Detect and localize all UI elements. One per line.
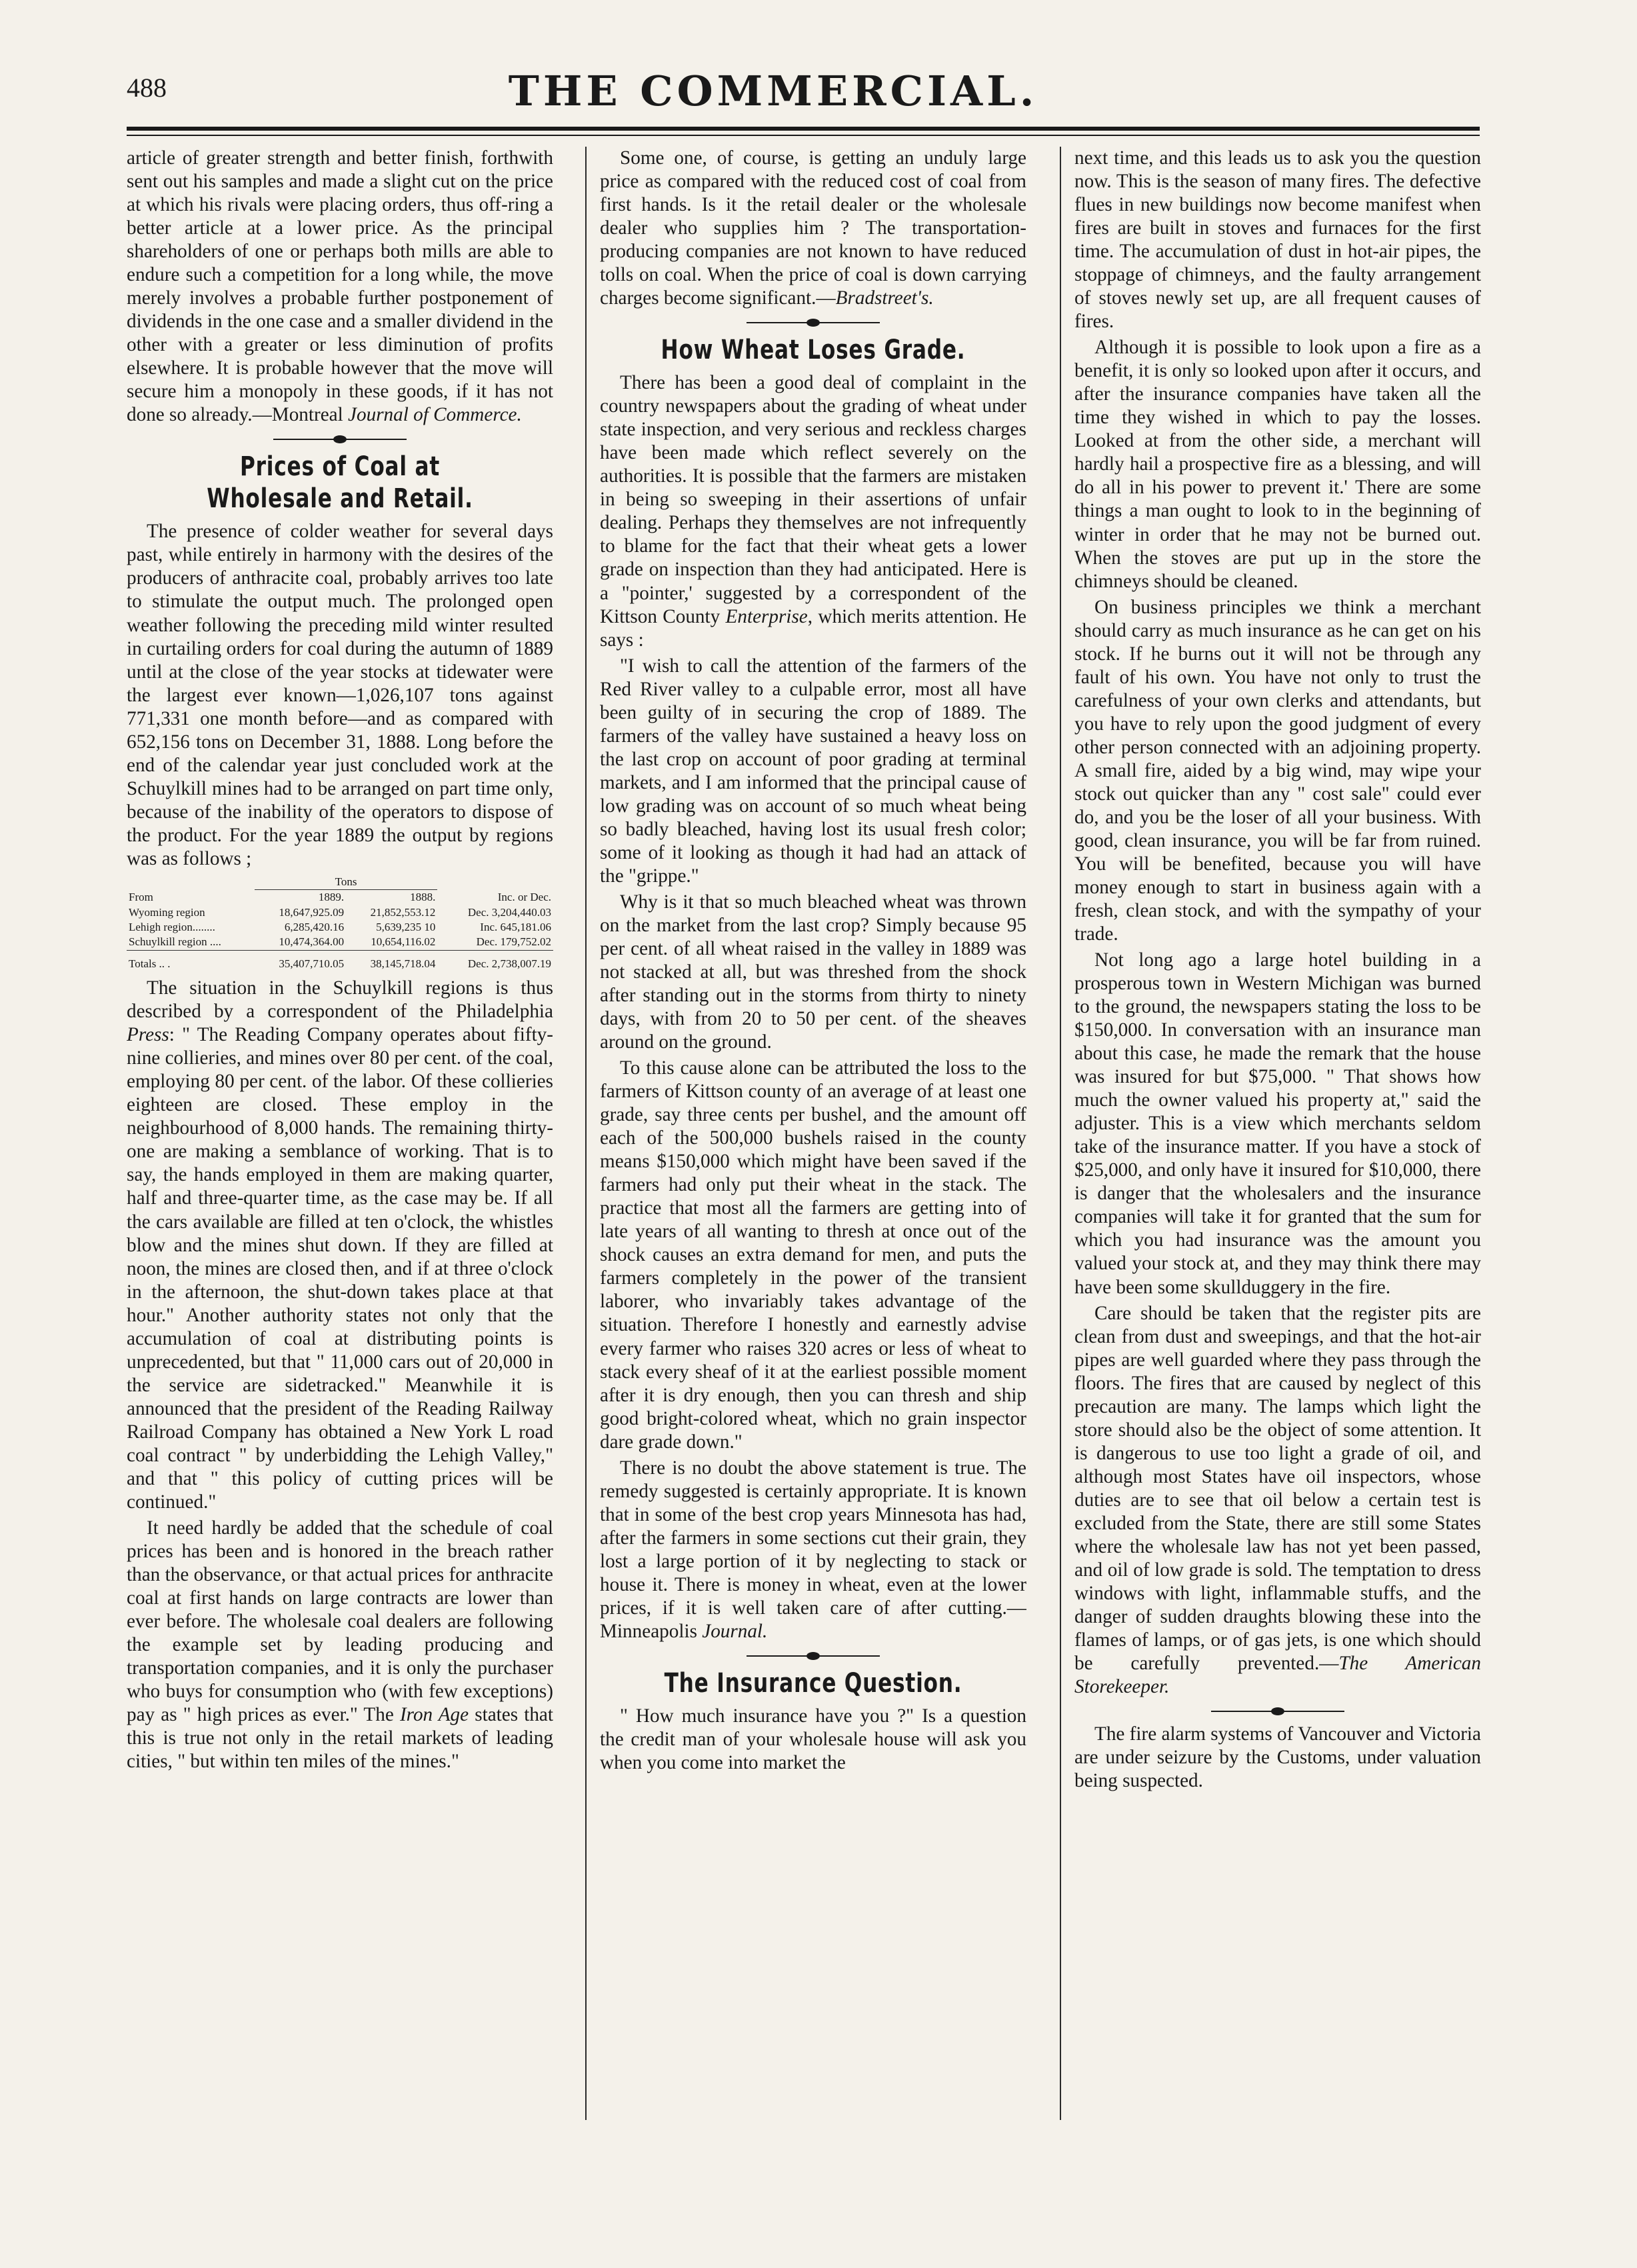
source-citation: Bradstreet's.	[835, 287, 934, 309]
article-paragraph	[600, 147, 1026, 310]
table-header-row	[127, 890, 553, 905]
table-cell: Dec. 2,738,007.19	[437, 950, 553, 971]
article-paragraph: " How much insurance have you ?" Is a question the credit man of your wholesale house will ask you when you come into market the	[600, 1705, 1026, 1773]
paragraph-text: article of greater strength and better finish, forthwith sent out his samples and made a slight cut on the price at which his rivals were placing orders, thus off-ring a better article at a lower price. As the principal shareholders of one or perhaps both mills are able to endure such a competition for a long while, the move merely involves a probable further postponement of dividends in the one case and a smaller dividend in the other with a greater or less diminution of profits elsewhere. It is probable however that the move will secure him a monopoly in these goods, if it has not done so already.—Montreal	[127, 147, 553, 426]
paragraph-text: : " The Reading Company operates about fifty-nine collieries, and mines over 80 per cent. of the coal, employing 80 per cent. of the labor. Of these collieries eighteen are closed. These employ in the neighbourhood of 8,000 hands. The remaining thirty-one are making a semblance of working. That is to say, the hands employed in them are making quarter, half and three-quarter time, as the case may be. If all the cars available are filled at ten o'clock, the whistles blow and the mines shut down. If they are filled at noon, the mines are closed then, and if at three o'clock in the afternoon, the shut-down takes place at that hour." Another authority states not only that the accumulation of coal at distributing points is unprecedented, but that " 11,000 cars out of 20,000 in the service are sidetracked." Meanwhile it is announced that the president of the Reading Railway Railroad Company has obtained a New York L road coal contract " by underbidding the Lehigh Valley," and that " this policy of cutting prices will be continued."	[127, 1024, 553, 1513]
article-paragraph: Not long ago a large hotel building in a prosperous town in Western Michigan was burned to the ground, the newspapers stating the loss to be $150,000. In conversation with an insurance man about this case, he made the remark that the house was insured for but $75,000. " That shows how much the owner valued his property at," said the adjuster. This is a view which merchants seldom take of the insurance matter. If you have a stock of $25,000, and only have it insured for $10,000, there is danger that the wholesalers and the insurance companies will take it for granted that the sum for which you had insurance was the amount you valued your stock at, and they may think there may have been some skullduggery in the fire.	[1074, 949, 1481, 1298]
article-paragraph: next time, and this leads us to ask you the question now. This is the season of many fires. The defective flues in new buildings now become manifest when fires are built in stoves and furnaces for the first time. The accumulation of dust in hot-air pipes, the stoppage of chimneys, and the faulty arrangement of stoves newly set up, are all frequent causes of fires.	[1074, 147, 1481, 333]
table-cell: 10,654,116.02	[371, 935, 436, 949]
table-header: Inc. or Dec.	[497, 890, 551, 903]
table-row	[127, 905, 553, 920]
paragraph-text: , which merits attention. He says :	[600, 605, 1026, 651]
table-row	[127, 935, 553, 950]
table-cell: 21,852,553.12	[370, 905, 436, 919]
masthead: THE COMMERCIAL.	[508, 67, 1038, 115]
headline-insurance: The Insurance Question.	[664, 1667, 962, 1699]
article-paragraph	[1074, 1302, 1481, 1699]
source-citation: Iron Age	[399, 1704, 469, 1726]
table-cell: 38,145,718.04	[346, 950, 437, 971]
column-2	[600, 147, 1026, 2147]
table-header: From	[129, 890, 153, 903]
table-cell: Schuylkill region ....	[129, 935, 221, 949]
table-cell: Inc. 645,181.06	[480, 921, 551, 934]
paragraph-text: states that this is true not only in the retail markets of leading cities, " but within ten miles of the mines."	[127, 1704, 553, 1773]
table-group-header: Tons	[255, 875, 438, 890]
article-paragraph: "I wish to call the attention of the farmers of the Red River valley to a culpable error, most all have been guilty of in securing the crop of 1889. The farmers of the valley have sustained a heavy loss on the last crop on account of poor grading at terminal markets, and I am informed that the principal cause of low grading was on account of so much wheat being so badly bleached, having lost its usual fresh color; some of it looking as though it had had an attack of the "grippe."	[600, 655, 1026, 887]
source-citation: The American Storekeeper.	[1074, 1653, 1481, 1698]
headline-coal-prices: Prices of Coal at Wholesale and Retail.	[207, 451, 473, 515]
table-cell: Dec. 3,204,440.03	[467, 905, 551, 919]
source-citation: Enterprise	[725, 605, 808, 627]
paragraph-text: There is no doubt the above statement is true. The remedy suggested is certainly appropriate. It is known that in some of the best crop years Minnesota has had, after the farmers in some sections cut their grain, they lost a large portion of it by neglecting to stack or house it. There is money in wheat, even at the lower prices, if it is well taken care of after cutting.—Minneapolis	[600, 1457, 1026, 1642]
article-paragraph: On business principles we think a merchant should carry as much insurance as he can get on his stock. If he burns out it will not be through any fault of his own. You have not only to trust the carefulness of your own clerks and attendants, but you have to rely upon the good judgment of every other person connected with an adjoining property. A small fire, aided by a big wind, may wipe your stock out quicker than any " cost sale" could ever do, and you be the loser of all your business. With good, clean insurance, you will be far from ruined. You will be benefited, because you will have money enough to start in business again with a fresh, clean stock, and with the sympathy of your trade.	[1074, 596, 1481, 945]
article-paragraph	[600, 1457, 1026, 1643]
article-paragraph	[127, 147, 553, 427]
page-number: 488	[127, 73, 167, 103]
article-paragraph	[600, 371, 1026, 651]
table-cell: 10,474,364.00	[279, 935, 345, 949]
table-header: 1889.	[318, 891, 345, 904]
coal-output-table	[127, 875, 553, 971]
section-separator	[1211, 1707, 1344, 1716]
article-paragraph: To this cause alone can be attributed the loss to the farmers of Kittson county of an average of at least one grade, say three cents per bushel, and the amount off each of the 500,000 bushels raised in the county means $150,000 which might have been saved if the farmers had only put their wheat in the stack. The practice that most all the farmers are getting into of late years of all wanting to thresh at once out of the shock causes an extra demand for men, and puts the farmers completely in the power of the transient laborer, who invariably takes advantage of the situation. Therefore I honestly and earnestly advise every farmer who raises 320 acres or less of wheat to stack every sheaf of it at the earliest possible moment after it is dry enough, then you can thresh and ship good bright-colored wheat, which no grain inspector dare grade down."	[600, 1057, 1026, 1453]
paragraph-text: It need hardly be added that the schedule of coal prices has been and is honored in the breach rather than the observance, or that actual prices for anthracite coal at first hands on large contracts are lower than ever before. The wholesale coal dealers are following the example set by leading producing and transportation companies, and it is only the purchaser who buys for consumption who (with few exceptions) pay as " high prices as ever." The	[127, 1517, 553, 1726]
article-paragraph: The fire alarm systems of Vancouver and Victoria are under seizure by the Customs, under valuation being suspected.	[1074, 1723, 1481, 1792]
headline-wheat-grade: How Wheat Loses Grade.	[661, 335, 966, 366]
table-cell: Lehigh region........	[129, 921, 215, 934]
table-cell: 6,285,420.16	[284, 921, 345, 934]
article-paragraph	[127, 1517, 553, 1773]
article-paragraph: Although it is possible to look upon a fire as a benefit, it is only so looked upon after it occurs, and after the insurance companies have taken all the time they wished in which to pay the losses. Looked at from the other side, a merchant will hardly hail a prospective fire as a blessing, and will do all in his power to prevent it.' There are some things a man ought to look to in the beginning of winter in order that he may not be burned out. When the stoves are put up in the store the chimneys should be cleaned.	[1074, 337, 1481, 592]
column-divider	[585, 147, 587, 2120]
table-cell: 18,647,925.09	[279, 905, 345, 919]
header-rule-thick	[127, 127, 1480, 131]
header-rule-thin	[127, 135, 1480, 136]
table-total-row	[127, 950, 553, 971]
paragraph-text: Care should be taken that the register pits are clean from dust and sweepings, and that the hot-air pipes are well guarded where they pass through the floors. The fires that are caused by neglect of this precaution are many. The lamps which light the store should also be the object of some attention. It is dangerous to use too light a grade of oil, and although most States have oil inspectors, whose duties are to see that oil below a certain test is excluded from the State, there are still some States where the wholesale law has not yet been passed, and oil of low grade is sold. The temptation to dress windows with light, inflammable stuffs, and the danger of sudden draughts blowing these into the flames of lamps, or of gas jets, is one which should be carefully prevented.—	[1074, 1302, 1481, 1674]
article-paragraph	[127, 977, 553, 1514]
paragraph-text: There has been a good deal of complaint in the country newspapers about the grading of wheat under state inspection, and very serious and reckless charges have been made which reflect severely on the authorities. It is possible that the farmers are mistaken in being so sweeping in their assertions of unfair dealing. Perhaps they themselves are not infrequently to blame for the fact that their wheat gets a lower grade on inspection than they had anticipated. Here is a "pointer,' suggested by a correspondent of the Kittson County	[600, 372, 1026, 627]
section-separator	[747, 318, 880, 327]
page-header	[127, 67, 1480, 120]
source-citation: Journal.	[702, 1620, 768, 1642]
column-3	[1074, 147, 1481, 2147]
column-divider	[1060, 147, 1061, 2120]
paragraph-text: Some one, of course, is getting an unduly large price as compared with the reduced cost of coal from first hands. Is it the retail dealer or the wholesale dealer who supplies him ? The transportation-producing companies are not known to have reduced tolls on coal. When the price of coal is down carrying charges become significant.—	[600, 147, 1026, 309]
section-separator	[273, 435, 407, 444]
source-citation: Press	[127, 1024, 169, 1046]
table-header: 1888.	[410, 891, 436, 904]
paragraph-text: The situation in the Schuylkill regions is thus described by a correspondent of the Philadelphia	[127, 977, 553, 1023]
article-paragraph: The presence of colder weather for several days past, while entirely in harmony with the desires of the producers of anthracite coal, probably arrives too late to stimulate the output much. The prolonged open weather following the preceding mild winter resulted in curtailing orders for coal during the autumn of 1889 until at the close of the year stocks at tidewater were the largest ever known—1,026,107 tons against 771,331 one month before—and as compared with 652,156 tons on December 31, 1888. Long before the end of the calendar year just concluded work at the Schuylkill mines had to be arranged on part time only, because of the inability of the operators to dispose of the product. For the year 1889 the output by regions was as follows ;	[127, 521, 553, 869]
table-cell: 5,639,235 10	[376, 921, 436, 934]
table-cell: 35,407,710.05	[255, 950, 346, 971]
table-cell: Wyoming region	[129, 905, 205, 919]
article-paragraph: Why is it that so much bleached wheat was thrown on the market from the last crop? Simply because 95 per cent. of all wheat raised in the valley in 1889 was not stacked at all, but was threshed from the shock after standing out in the storms from thirty to ninety days, with from 20 to 50 per cent. of the sheaves around on the ground.	[600, 891, 1026, 1053]
table-cell: Totals .. .	[127, 950, 255, 971]
section-separator	[747, 1651, 880, 1661]
table-cell: Dec. 179,752.02	[476, 935, 551, 949]
source-citation: Journal of Commerce.	[348, 404, 522, 426]
column-1	[127, 147, 553, 2147]
table-row	[127, 920, 553, 935]
